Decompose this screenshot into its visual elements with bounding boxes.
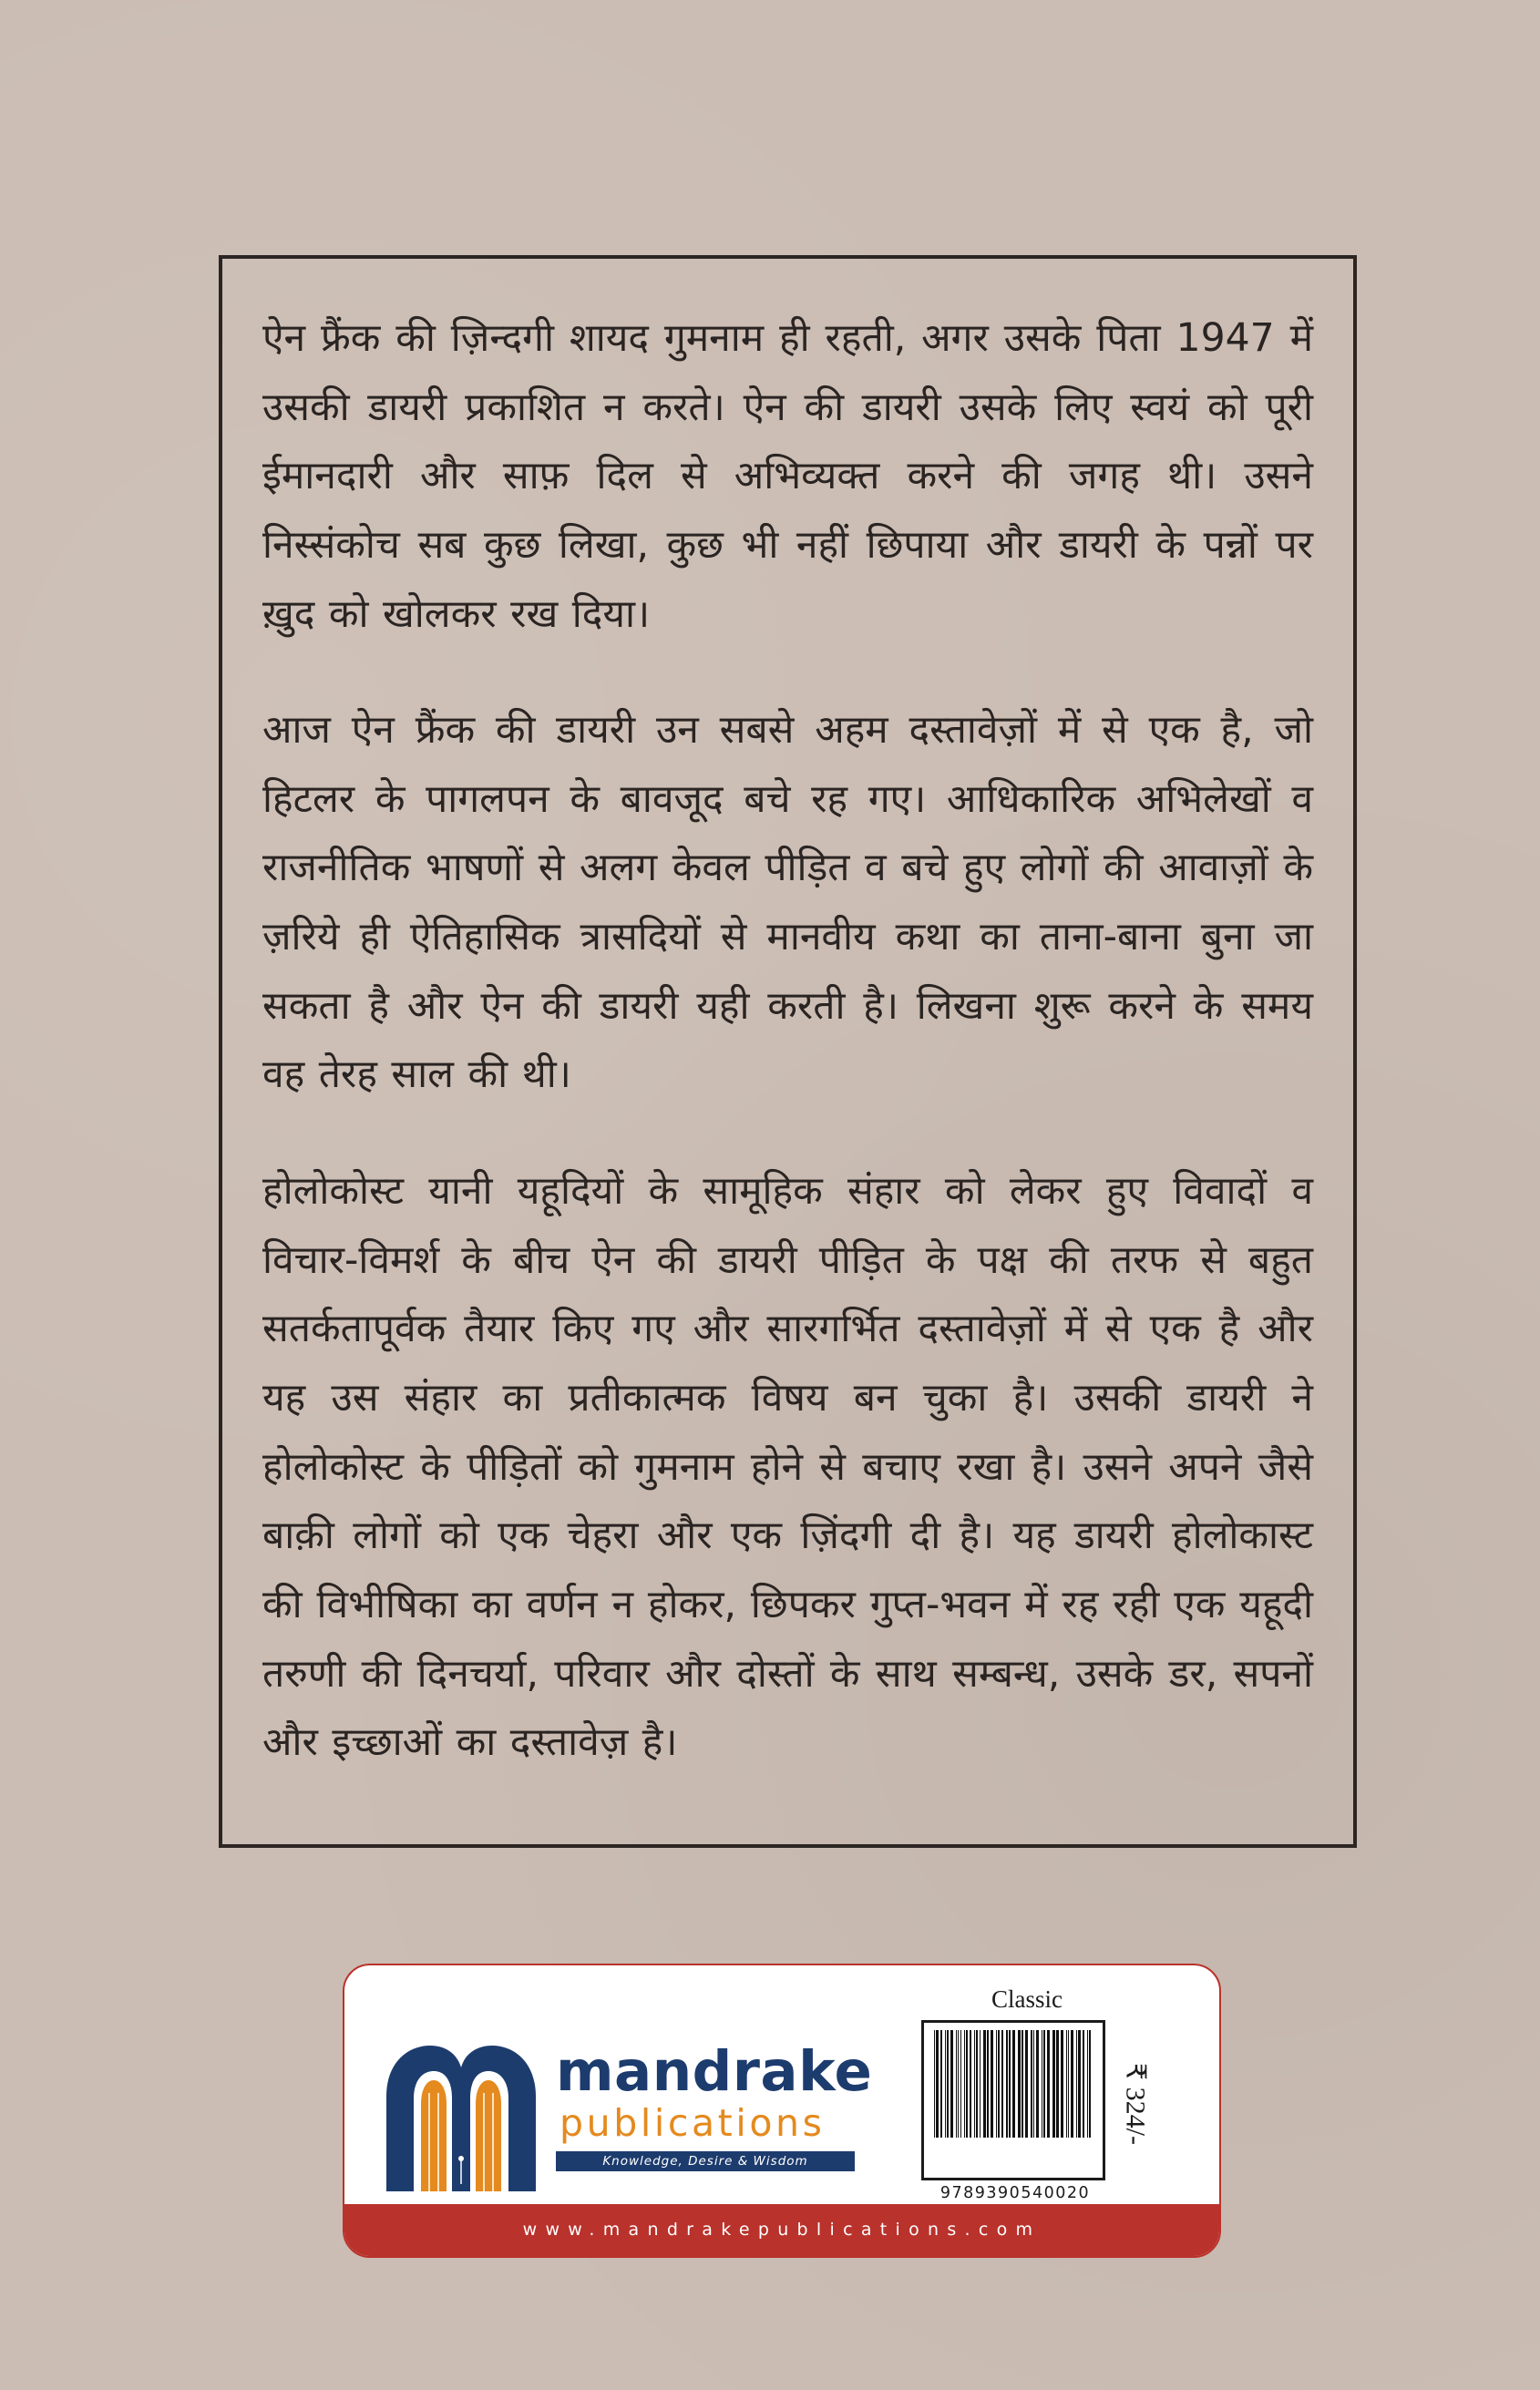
barcode-bar xyxy=(964,2030,965,2138)
barcode-bar xyxy=(1047,2030,1050,2138)
barcode-bar xyxy=(1078,2030,1081,2138)
barcode-bar xyxy=(983,2030,986,2138)
barcode-bar xyxy=(1012,2030,1015,2138)
barcode-bar xyxy=(1087,2030,1088,2138)
barcode-bar xyxy=(987,2030,989,2138)
barcode-bar xyxy=(958,2030,959,2138)
barcode-bar xyxy=(1033,2030,1034,2138)
publisher-subname: publications xyxy=(560,2101,826,2145)
barcode-bar xyxy=(1068,2030,1069,2138)
barcode-bar xyxy=(1031,2030,1032,2138)
barcode-bar xyxy=(1043,2030,1045,2138)
barcode-bar xyxy=(945,2030,946,2138)
barcode-bar xyxy=(1071,2030,1073,2138)
barcode-bar xyxy=(956,2030,957,2138)
barcode-bar xyxy=(1001,2030,1003,2138)
barcode-bar xyxy=(966,2030,968,2138)
barcode-bar xyxy=(1052,2030,1055,2138)
barcode-bar xyxy=(947,2030,949,2138)
isbn-number: 9789390540020 xyxy=(939,2184,1091,2202)
mandrake-logo-icon xyxy=(379,2038,543,2195)
barcode-bar xyxy=(996,2030,997,2138)
price-label: ₹ 324/- xyxy=(1120,2063,1151,2145)
barcode-bar xyxy=(950,2030,953,2138)
barcode-bar xyxy=(974,2030,975,2138)
barcode-bar xyxy=(1076,2030,1077,2138)
barcode-bar xyxy=(936,2030,939,2138)
barcode-bars xyxy=(932,2030,1094,2138)
barcode-bar xyxy=(1025,2030,1028,2138)
description-paragraph-1: ऐन फ्रैंक की ज़िन्दगी शायद गुमनाम ही रहती, अगर उसके पिता 1947 में उसकी डायरी प्रकाशित न करते। ऐन की डायरी उसके लिए स्वयं को पूरी ईमानदारी और साफ़ दिल से अभिव्यक्त करने की जगह थी। उसने निस्संकोच सब कुछ लिखा, कुछ भी नहीं छिपाया और डायरी के पन्नों पर ख़ुद को खोलकर रख दिया। xyxy=(262,316,1313,637)
barcode-bar xyxy=(1089,2030,1091,2138)
barcode-bar xyxy=(1018,2030,1021,2138)
barcode-bar xyxy=(1056,2030,1059,2138)
barcode-bar xyxy=(1006,2030,1008,2138)
publisher-panel xyxy=(343,1964,1221,2258)
barcode-bar xyxy=(1066,2030,1067,2138)
category-label: Classic xyxy=(991,1985,1063,2013)
barcode-bar xyxy=(1009,2030,1011,2138)
barcode-bar xyxy=(1083,2030,1084,2138)
publisher-tagline: Knowledge, Desire & Wisdom xyxy=(556,2151,855,2171)
website-url[interactable]: www.mandrakepublications.com xyxy=(344,2204,1219,2256)
barcode-bar xyxy=(960,2030,961,2138)
description-box xyxy=(219,255,1357,1848)
barcode-bar xyxy=(976,2030,978,2138)
description-paragraph-3: होलोकोस्ट यानी यहूदियों के सामूहिक संहार को लेकर हुए विवादों व विचार-विमर्श के बीच ऐन की डायरी पीड़ित के पक्ष की तरफ से बहुत सतर्कतापूर्वक तैयार किए गए और सारगर्भित दस्तावेज़ों में से एक है और यह उस संहार का प्रतीकात्मक विषय बन चुका है। उसकी डायरी ने होलोकोस्ट के पीड़ितों को गुमनाम होने से बचाए रखा है। उसने अपने जैसे बाक़ी लोगों को एक चेहरा और एक ज़िंदगी दी है। यह डायरी होलोकास्ट की विभीषिका का वर्णन न होकर, छिपकर गुप्त-भवन में रह रही एक यहूदी तरुणी की दिनचर्या, परिवार और दोस्तों के साथ सम्बन्ध, उसके डर, सपनों और इच्छाओं का दस्तावेज़ है। xyxy=(262,1169,1313,1766)
barcode-bar xyxy=(970,2030,971,2138)
barcode-bar xyxy=(1036,2030,1039,2138)
publisher-name: mandrake xyxy=(556,2039,873,2104)
barcode-bar xyxy=(1061,2030,1063,2138)
barcode-bar xyxy=(991,2030,993,2138)
barcode-bar xyxy=(934,2030,935,2138)
description-paragraph-2: आज ऐन फ्रैंक की डायरी उन सबसे अहम दस्तावेज़ों में से एक है, जो हिटलर के पागलपन के बावजूद बचे रह गए। आधिकारिक अभिलेखों व राजनीतिक भाषणों से अलग केवल पीड़ित व बचे हुए लोगों की आवाज़ों के ज़रिये ही ऐतिहासिक त्रासदियों से मानवीय कथा का ताना-बाना बुना जा सकता है और ऐन की डायरी यही करती है। लिखना शुरू करने के समय वह तेरह साल की थी। xyxy=(262,708,1314,1098)
barcode-bar xyxy=(998,2030,1000,2138)
barcode-bar xyxy=(940,2030,942,2138)
barcode-bar xyxy=(1022,2030,1023,2138)
barcode xyxy=(921,2020,1105,2180)
